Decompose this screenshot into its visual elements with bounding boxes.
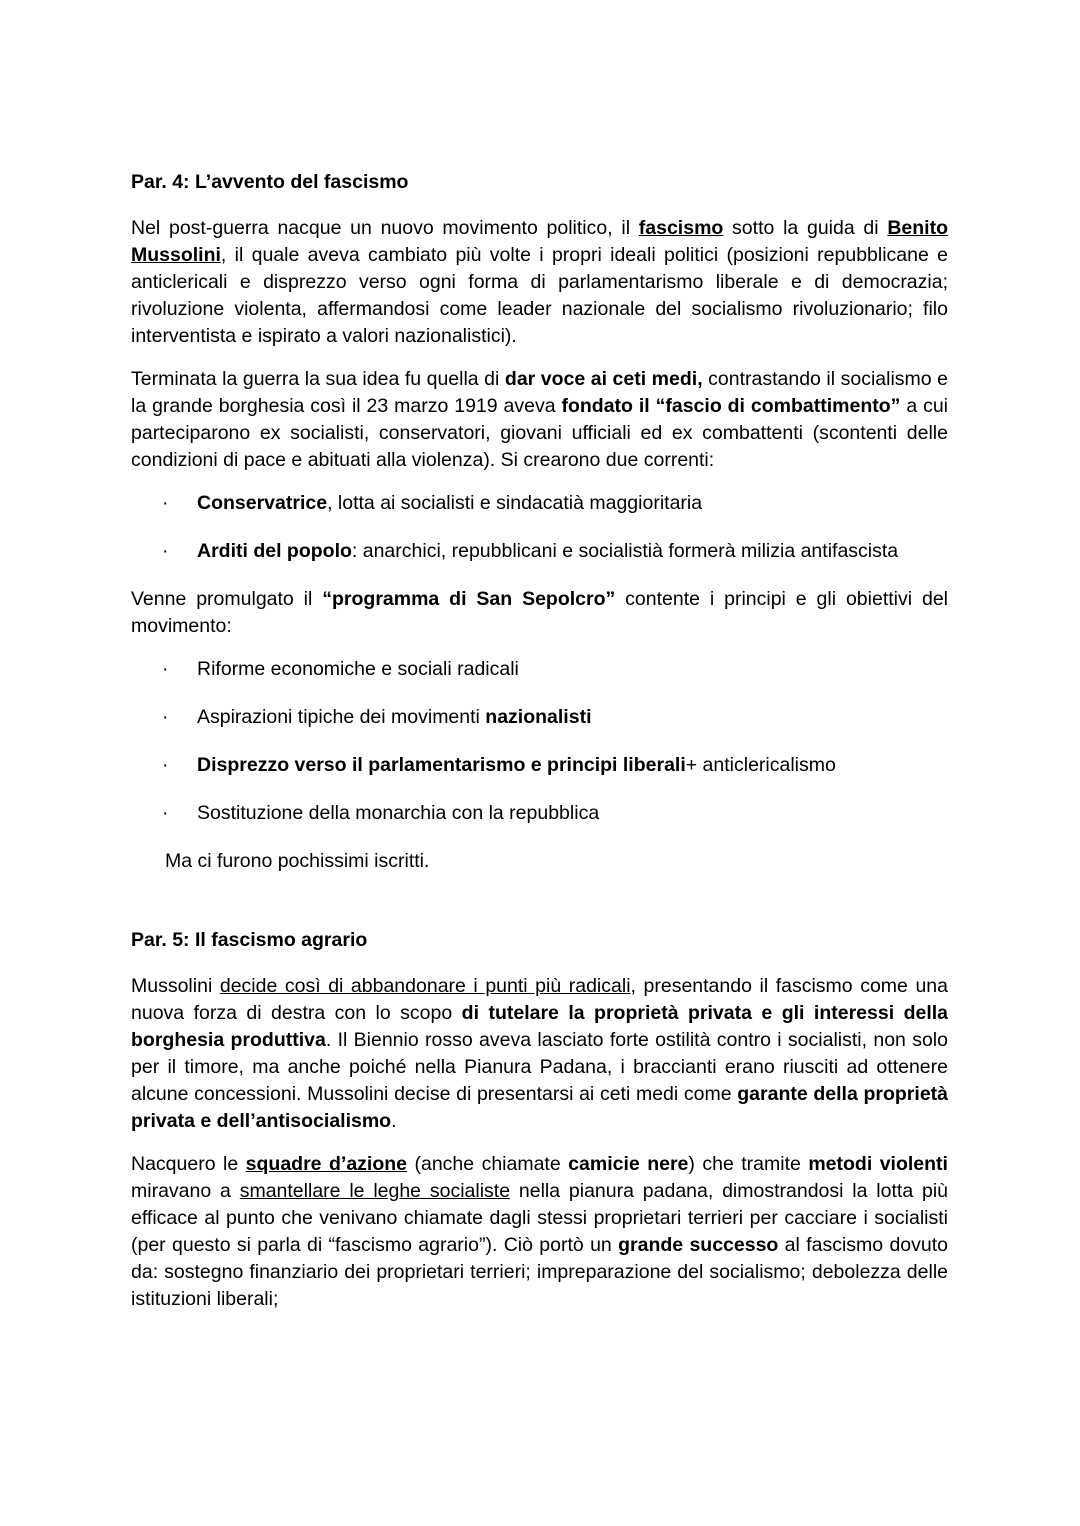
paragraph-squadre-azione: Nacquero le squadre d’azione (anche chiamate camicie nere) che tramite metodi violenti miravano a smantellare le leghe socialiste nella pianura padana, dimostrandosi la lotta più efficace al punto che venivano chiamate dagli stessi proprietari terrieri per cacciare i socialisti (per questo si parla di “fascismo agrario”). Ciò portò un grande successo al fascismo dovuto da: sostegno finanziario dei proprietari terrieri; impreparazione del socialismo; debolezza delle istituzioni liberali;: [131, 1153, 949, 1310]
bullet-marker: ·: [162, 492, 169, 514]
bullet-marker: ·: [162, 802, 169, 824]
bullet-text: Conservatrice, lotta ai socialisti e sindacatià maggioritaria: [197, 492, 703, 514]
bullet-text: Aspirazioni tipiche dei movimenti nazionalisti: [197, 706, 592, 728]
bullet-text: Disprezzo verso il parlamentarismo e principi liberali+ anticlericalismo: [197, 754, 836, 776]
paragraph-pochissimi-iscritti: Ma ci furono pochissimi iscritti.: [165, 850, 430, 872]
paragraph-fascismo-agrario: Mussolini decide così di abbandonare i punti più radicali, presentando il fascismo come una nuova forza di destra con lo scopo di tutelare la proprietà privata e gli interessi della borghesia produttiva. Il Biennio rosso aveva lasciato forte ostilità contro i socialisti, non solo per il timore, ma anche poiché nella Pianura Padana, i braccianti erano riusciti ad ottenere alcune concessioni. Mussolini decise di presentarsi ai ceti medi come garante della proprietà privata e dell’antisocialismo.: [131, 975, 949, 1132]
bullet-marker: ·: [162, 658, 169, 680]
bullet-text: Sostituzione della monarchia con la repubblica: [197, 802, 600, 824]
bullet-item-disprezzo: [131, 752, 948, 779]
bullet-item-riforme: [131, 656, 948, 683]
bullet-text: Arditi del popolo: anarchici, repubblicani e socialistià formerà milizia antifascista: [197, 540, 899, 562]
bullet-text: Riforme economiche e sociali radicali: [197, 658, 519, 680]
paragraph-ceti-medi: Terminata la guerra la sua idea fu quella di dar voce ai ceti medi, contrastando il socialismo e la grande borghesia così il 23 marzo 1919 aveva fondato il “fascio di combattimento” a cui parteciparono ex socialisti, conservatori, giovani ufficiali ed ex combattenti (scontenti delle condizioni di pace e abituati alla violenza). Si crearono due correnti:: [131, 368, 949, 471]
bullet-item-conservatrice: [131, 490, 948, 517]
paragraph-san-sepolcro: Venne promulgato il “programma di San Sepolcro” contente i principi e gli obiettivi del movimento:: [131, 588, 948, 637]
bullet-marker: ·: [162, 706, 169, 728]
paragraph-post-war-fascism: Nel post-guerra nacque un nuovo movimento politico, il fascismo sotto la guida di Benito Mussolini, il quale aveva cambiato più volte i propri ideali politici (posizioni repubblicane e anticlericali e disprezzo verso ogni forma di parlamentarismo liberale e di democrazia; rivoluzione violenta, affermandosi come leader nazionale del socialismo rivoluzionario; filo interventista e ispirato a valori nazionalistici).: [131, 217, 948, 347]
section-heading-par-4: Par. 4: L’avvento del fascismo: [131, 171, 409, 193]
bullet-item-aspirazioni: [131, 704, 948, 731]
bullet-item-sostituzione: [131, 800, 948, 827]
section-heading-par-5: Par. 5: Il fascismo agrario: [131, 929, 368, 951]
bullet-marker: ·: [162, 540, 169, 562]
bullet-item-arditi-del-popolo: [131, 538, 948, 565]
bullet-marker: ·: [162, 754, 169, 776]
